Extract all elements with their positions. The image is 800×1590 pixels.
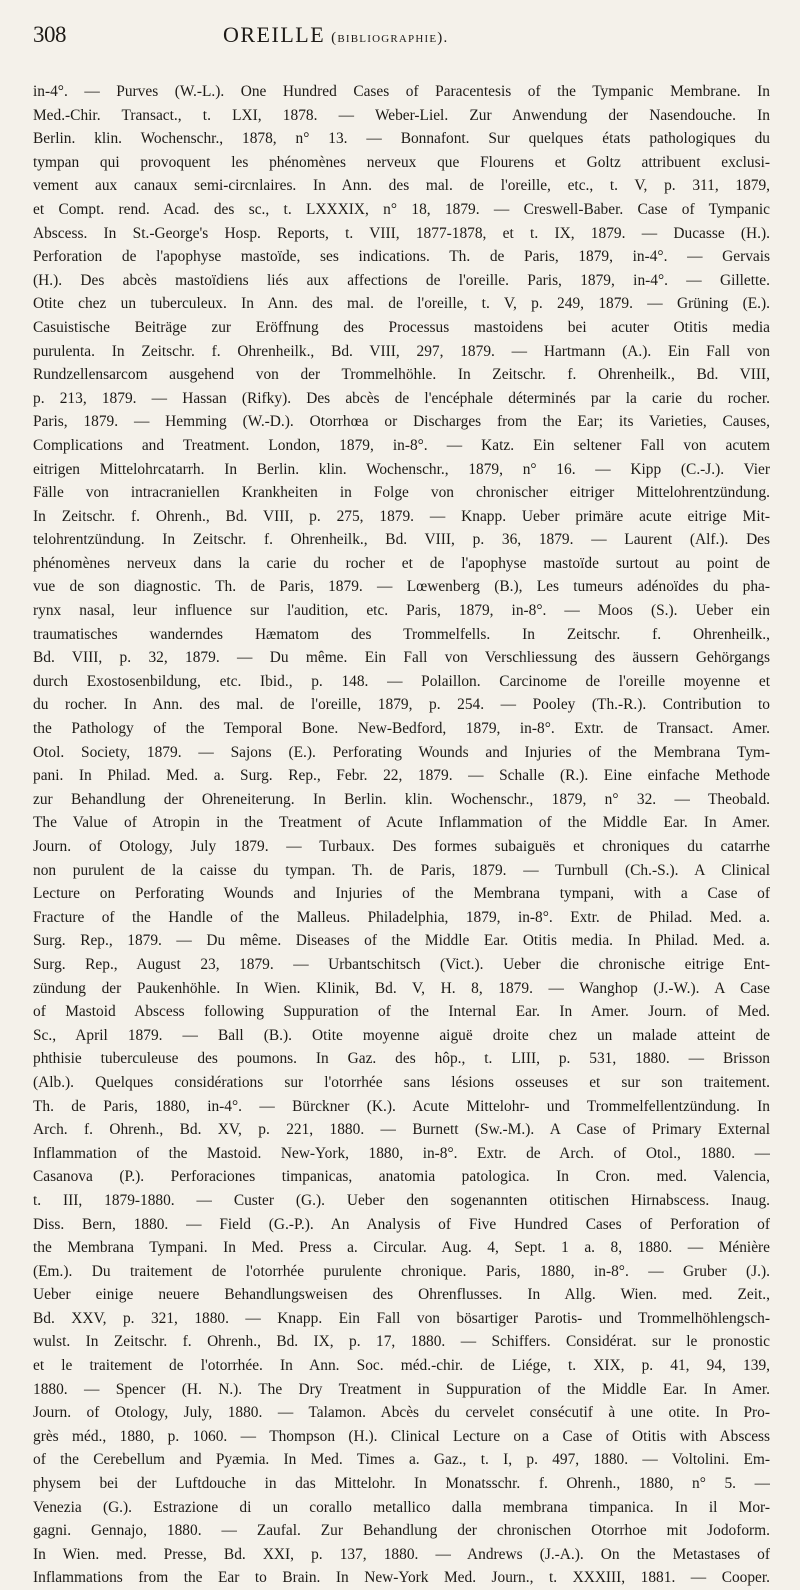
text-line: Casuistische Beiträge zur Eröffnung des Processus mastoidens bei acuter Otitis media [33, 318, 770, 336]
text-line: Sc., April 1879. — Ball (B.). Otite moyenne aiguë droite chez un malade atteint de [33, 1026, 770, 1044]
text-line: traumatisches wanderndes Hæmatom des Trommelfells. In Zeitschr. f. Ohrenheilk., [33, 625, 770, 643]
text-line: Paris, 1879. — Hemming (W.-D.). Otorrhœa or Discharges from the Ear; its Varieties, Causes, [33, 413, 770, 431]
text-line: phthisie tuberculeuse des poumons. In Gaz. des hôp., t. LIII, p. 531, 1880. — Brisson [33, 1050, 770, 1068]
text-line: physem bei der Luftdouche in das Mittelohr. In Monatsschr. f. Ohrenh., 1880, n° 5. — [33, 1475, 770, 1493]
text-line: purulenta. In Zeitschr. f. Ohrenheilk., Bd. VIII, 297, 1879. — Hartmann (A.). Ein Fall von [33, 342, 770, 360]
text-line: p. 213, 1879. — Hassan (Rifky). Des abcès de l'encéphale déterminés par la carie du rocher. [33, 389, 770, 407]
text-line: In Zeitschr. f. Ohrenh., Bd. VIII, p. 275, 1879. — Knapp. Ueber primäre acute eitrige Mit- [33, 507, 770, 525]
text-line: Journ. of Otology, July 1879. — Turbaux. Des formes subaiguës et chroniques du catarrhe [33, 838, 770, 855]
text-line: Fälle von intracraniellen Krankheiten in Folge von chronischer eitriger Mittelohrentzündung. [33, 484, 770, 502]
text-line: Surg. Rep., August 23, 1879. — Urbantschitsch (Vict.). Ueber die chronische eitrige Ent- [33, 955, 770, 973]
text-line: du rocher. In Ann. des mal. de l'oreille, 1879, p. 254. — Pooley (Th.-R.). Contribution to [33, 696, 770, 714]
text-line: in-4°. — Purves (W.-L.). One Hundred Cases of Paracentesis of the Tympanic Membrane. In [33, 83, 770, 100]
text-line: telohrentzündung. In Zeitschr. f. Ohrenheilk., Bd. VIII, p. 36, 1879. — Laurent (Alf.). Des [33, 531, 770, 549]
text-line: Med.-Chir. Transact., t. LXI, 1878. — Weber-Liel. Zur Anwendung der Nasendouche. In [33, 106, 770, 124]
text-line: Venezia (G.). Estrazione di un corallo metallico dalla membrana timpanica. In il Mor- [33, 1498, 770, 1516]
text-line: (Alb.). Quelques considérations sur l'otorrhée sans lésions osseuses et sur son traitement. [33, 1073, 770, 1091]
text-line: tympan qui provoquent les phénomènes nerveux que Flourens et Goltz attribuent exclusi- [33, 153, 770, 171]
text-line: Complications and Treatment. London, 1879, in-8°. — Katz. Ein seltener Fall von acutem [33, 436, 770, 454]
text-line: In Wien. med. Presse, Bd. XXI, p. 137, 1880. — Andrews (J.-A.). On the Metastases of [33, 1545, 770, 1563]
text-line: t. III, 1879-1880. — Custer (G.). Ueber den sogenannten otitischen Hirnabscess. Inaug. [33, 1191, 770, 1209]
text-line: The Value of Atropin in the Treatment of Acute Inflammation of the Middle Ear. In Amer. [33, 814, 770, 832]
text-line: Bd. VIII, p. 32, 1879. — Du même. Ein Fall von Verschliessung des äussern Gehörgangs [33, 649, 770, 667]
text-line: Berlin. klin. Wochenschr., 1878, n° 13. — Bonnafont. Sur quelques états pathologiques du [33, 130, 770, 148]
text-line: Diss. Bern, 1880. — Field (G.-P.). An Analysis of Five Hundred Cases of Perforation of [33, 1215, 770, 1233]
text-line: Perforation de l'apophyse mastoïde, ses indications. Th. de Paris, 1879, in-4°. — Gervais [33, 248, 770, 266]
text-line: Ueber einige neuere Behandlungsweisen des Ohrenflusses. In Allg. Wien. med. Zeit., [33, 1286, 770, 1304]
running-title: OREILLE [223, 22, 326, 47]
text-line: of Mastoid Abscess following Suppuration of the Internal Ear. In Amer. Journ. of Med. [33, 1003, 770, 1021]
text-line: Arch. f. Ohrenh., Bd. XV, p. 221, 1880. — Burnett (Sw.-M.). A Case of Primary External [33, 1121, 770, 1139]
text-line: durch Exostosenbildung, etc. Ibid., p. 148. — Polaillon. Carcinome de l'oreille moyenne et [33, 672, 770, 690]
text-line: Inflammations from the Ear to Brain. In New-York Med. Journ., t. XXXIII, 1881. — Cooper. [33, 1569, 770, 1587]
text-line: Inflammation of the Mastoid. New-York, 1880, in-8°. Extr. de Arch. of Otol., 1880. — [33, 1144, 770, 1162]
page-header [33, 22, 770, 56]
text-line: vue de son diagnostic. Th. de Paris, 1879. — Lœwenberg (B.), Les tumeurs adénoïdes du pha- [33, 578, 770, 596]
text-line: Th. de Paris, 1880, in-4°. — Bürckner (K.). Acute Mittelohr- und Trommelfellentzündung. In [33, 1097, 770, 1115]
text-line: rynx nasal, leur influence sur l'audition, etc. Paris, 1879, in-8°. — Moos (S.). Ueber ein [33, 602, 770, 620]
text-line: gagni. Gennajo, 1880. — Zaufal. Zur Behandlung der chronischen Otorrhoe mit Jodoform. [33, 1522, 770, 1540]
text-line: phénomènes nerveux dans la carie du rocher et de l'apophyse mastoïde surtout au point de [33, 554, 770, 572]
text-line: the Membrana Tympani. In Med. Press a. Circular. Aug. 4, Sept. 1 a. 8, 1880. — Ménière [33, 1239, 770, 1257]
bibliography-text [33, 80, 770, 1590]
text-line: of the Cerebellum and Pyæmia. In Med. Times a. Gaz., t. I, p. 497, 1880. — Voltolini. Em- [33, 1451, 770, 1469]
text-line: (Em.). Du traitement de l'otorrhée purulente chronique. Paris, 1880, in-8°. — Gruber (J.). [33, 1262, 770, 1280]
text-line: Otite chez un tuberculeux. In Ann. des mal. de l'oreille, t. V, p. 249, 1879. — Grüning (E.). [33, 295, 770, 313]
text-line: 1880. — Spencer (H. N.). The Dry Treatment in Suppuration of the Middle Ear. In Amer. [33, 1380, 770, 1398]
text-line: Surg. Rep., 1879. — Du même. Diseases of the Middle Ear. Otitis media. In Philad. Med. a. [33, 932, 770, 950]
text-line: pani. In Philad. Med. a. Surg. Rep., Febr. 22, 1879. — Schalle (R.). Eine einfache Methode [33, 767, 770, 785]
text-line: wulst. In Zeitschr. f. Ohrenh., Bd. IX, p. 17, 1880. — Schiffers. Considérat. sur le pronostic [33, 1333, 770, 1351]
page-number: 308 [33, 22, 66, 47]
text-line: Abscess. In St.-George's Hosp. Reports, t. VIII, 1877-1878, et t. IX, 1879. — Ducasse (H.). [33, 224, 770, 242]
text-line: non purulent de la caisse du tympan. Th. de Paris, 1879. — Turnbull (Ch.-S.). A Clinical [33, 861, 770, 879]
text-line: zündung der Paukenhöhle. In Wien. Klinik, Bd. V, H. 8, 1879. — Wanghop (J.-W.). A Case [33, 979, 770, 997]
text-line: Casanova (P.). Perforaciones timpanicas, anatomia patologica. In Cron. med. Valencia, [33, 1168, 770, 1186]
text-line: zur Behandlung der Ohreneiterung. In Berlin. klin. Wochenschr., 1879, n° 32. — Theobald. [33, 790, 770, 808]
text-line: et Compt. rend. Acad. des sc., t. LXXXIX, n° 18, 1879. — Creswell-Baber. Case of Tympanic [33, 200, 770, 218]
running-subtitle: (bibliographie). [331, 30, 449, 46]
text-line: Rundzellensarcom ausgehend von der Trommelhöhle. In Zeitschr. f. Ohrenheilk., Bd. VIII, [33, 366, 770, 384]
text-line: Otol. Society, 1879. — Sajons (E.). Perforating Wounds and Injuries of the Membrana Tym- [33, 743, 770, 761]
text-line: Bd. XXV, p. 321, 1880. — Knapp. Ein Fall von bösartiger Parotis- und Trommelhöhlengsch- [33, 1309, 770, 1327]
text-line: Lecture on Perforating Wounds and Injuries of the Membrana tympani, with a Case of [33, 885, 770, 903]
text-line: Fracture of the Handle of the Malleus. Philadelphia, 1879, in-8°. Extr. de Philad. Med. a. [33, 908, 770, 926]
text-line: grès méd., 1880, p. 1060. — Thompson (H.). Clinical Lecture on a Case of Otitis with Abscess [33, 1427, 770, 1445]
text-line: (H.). Des abcès mastoïdiens liés aux affections de l'oreille. Paris, 1879, in-4°. — Gillette. [33, 271, 770, 289]
text-line: eitrigen Mittelohrcatarrh. In Berlin. klin. Wochenschr., 1879, n° 16. — Kipp (C.-J.). Vier [33, 460, 770, 478]
text-line: Journ. of Otology, July, 1880. — Talamon. Abcès du cervelet consécutif à une otite. In Pro- [33, 1404, 770, 1422]
text-line: the Pathology of the Temporal Bone. New-Bedford, 1879, in-8°. Extr. de Transact. Amer. [33, 720, 770, 738]
text-line: vement aux canaux semi-circnlaires. In Ann. des mal. de l'oreille, etc., t. V, p. 311, 1879, [33, 177, 770, 195]
text-line: et le traitement de l'otorrhée. In Ann. Soc. méd.-chir. de Liége, t. XIX, p. 41, 94, 139, [33, 1357, 770, 1375]
